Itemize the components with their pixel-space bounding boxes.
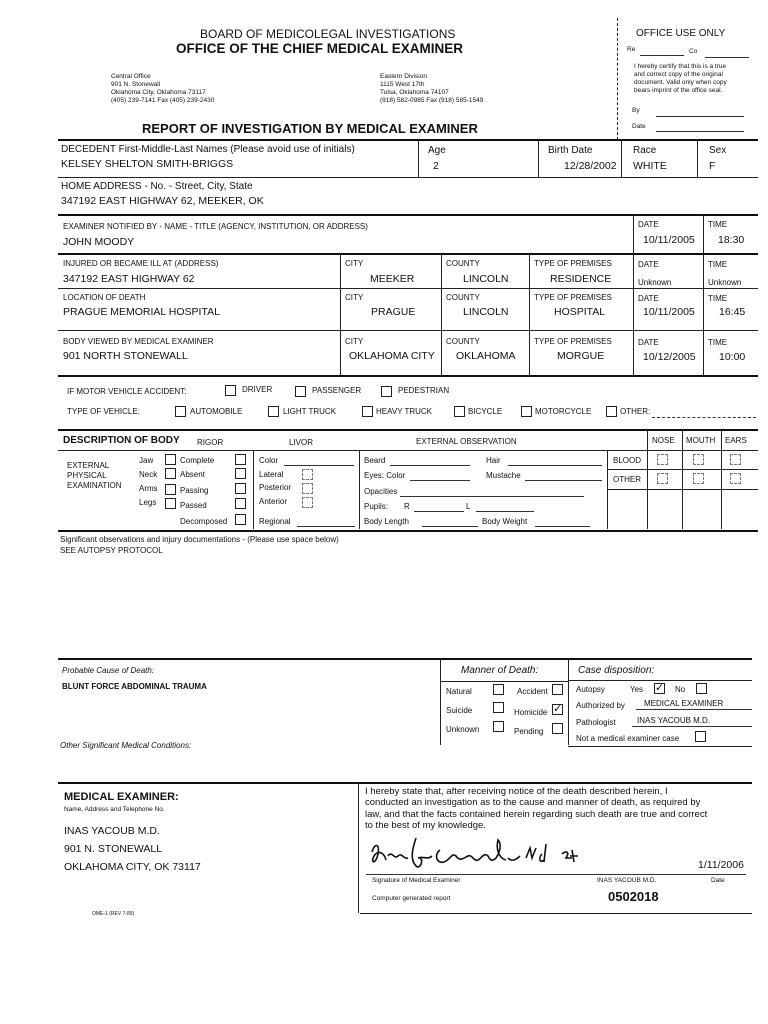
suicide-checkbox[interactable]: [493, 702, 504, 713]
passed-label: Passed: [180, 501, 207, 510]
case-number: 0502018: [608, 889, 659, 904]
signature-name: INAS YACOUB M.D.: [597, 877, 657, 884]
eastern-division-line-1: Eastern Division: [380, 73, 427, 80]
decedent-name: KELSEY SHELTON SMITH-BRIGGS: [61, 158, 234, 170]
notified-date-label: DATE: [638, 220, 659, 229]
office-title: OFFICE OF THE CHIEF MEDICAL EXAMINER: [176, 41, 464, 56]
manner-title: Manner of Death:: [461, 665, 539, 676]
other-mouth-checkbox[interactable]: [693, 473, 704, 484]
rule: [721, 430, 722, 529]
office-use-divider: [617, 18, 618, 140]
rule: [647, 430, 648, 529]
viewed-premises-label: TYPE OF PREMISES: [534, 337, 612, 346]
accident-label: Accident: [517, 687, 548, 696]
pedestrian-checkbox[interactable]: [381, 386, 392, 397]
jaw-label: Jaw: [139, 456, 154, 465]
rule: [58, 782, 752, 784]
death-city-value: PRAGUE: [371, 306, 416, 318]
driver-label: DRIVER: [242, 385, 273, 394]
regional-label: Regional: [259, 517, 291, 526]
sex-label: Sex: [709, 145, 727, 156]
viewed-county-value: OKLAHOMA: [456, 350, 516, 362]
injured-time-label: TIME: [708, 260, 728, 269]
pending-label: Pending: [514, 727, 544, 736]
body-weight-line: [535, 526, 590, 527]
regional-line: [297, 526, 355, 527]
rule: [58, 214, 758, 216]
injured-premises-value: RESIDENCE: [550, 273, 612, 285]
viewed-city-value: OKLAHOMA CITY: [349, 350, 435, 362]
rule: [58, 288, 758, 289]
viewed-label: BODY VIEWED BY MEDICAL EXAMINER: [63, 337, 214, 346]
beard-line: [390, 465, 470, 466]
rule: [58, 530, 758, 532]
livor-header: LIVOR: [289, 438, 314, 447]
homicide-checkbox[interactable]: [552, 704, 563, 715]
external-observation-header: EXTERNAL OBSERVATION: [416, 437, 517, 446]
automobile-label: AUTOMOBILE: [190, 407, 243, 416]
rule: [441, 254, 442, 375]
home-address-label: HOME ADDRESS - No. - Street, City, State: [61, 181, 253, 192]
death-location-value: PRAGUE MEMORIAL HOSPITAL: [63, 306, 220, 318]
decomposed-checkbox[interactable]: [235, 514, 246, 525]
anterior-checkbox[interactable]: [302, 497, 313, 508]
disposition-title: Case disposition:: [578, 665, 655, 676]
description-of-body-title: DESCRIPTION OF BODY: [63, 435, 180, 446]
passenger-label: PASSENGER: [312, 386, 362, 395]
death-county-label: COUNTY: [446, 293, 480, 302]
office-use-by-label: By: [632, 107, 640, 114]
rule: [58, 139, 758, 141]
blood-mouth-checkbox[interactable]: [693, 454, 704, 465]
other-ears-checkbox[interactable]: [730, 473, 741, 484]
color-line: [284, 465, 354, 466]
driver-checkbox[interactable]: [225, 385, 236, 396]
decomposed-label: Decomposed: [180, 517, 228, 526]
arms-label: Arms: [139, 484, 158, 493]
rule: [607, 489, 758, 490]
rigor-header: RIGOR: [197, 438, 224, 447]
authorized-by-label: Authorized by: [576, 701, 625, 710]
other-nose-checkbox[interactable]: [657, 473, 668, 484]
birth-date-label: Birth Date: [548, 145, 593, 156]
passenger-checkbox[interactable]: [295, 386, 306, 397]
blood-label: BLOOD: [613, 456, 642, 465]
viewed-time-label: TIME: [708, 338, 728, 347]
rule: [682, 430, 683, 529]
eyes-color-label: Eyes: Color: [364, 471, 406, 480]
death-date-value: 10/11/2005: [643, 306, 695, 318]
statement-line-4: to the best of my knowledge.: [365, 820, 486, 831]
injured-label: INJURED OR BECAME ILL AT (ADDRESS): [63, 259, 219, 268]
bicycle-label: BICYCLE: [468, 407, 503, 416]
death-premises-label: TYPE OF PREMISES: [534, 293, 612, 302]
motorcycle-label: MOTORCYCLE: [535, 407, 592, 416]
pupils-label: Pupils:: [364, 502, 389, 511]
external-label-3: EXAMINATION: [67, 481, 122, 490]
mva-label: IF MOTOR VEHICLE ACCIDENT:: [67, 387, 187, 396]
injured-time-value: Unknown: [708, 278, 742, 287]
authorized-by-value: MEDICAL EXAMINER: [644, 699, 724, 708]
other-vehicle-label: OTHER:: [620, 407, 651, 416]
natural-label: Natural: [446, 687, 472, 696]
injured-date-label: DATE: [638, 260, 659, 269]
injured-city-value: MEEKER: [370, 273, 415, 285]
rule: [440, 681, 568, 682]
homicide-label: Homicide: [514, 708, 548, 717]
central-office-line-4: (405) 239-7141 Fax (405) 239-2430: [111, 97, 215, 104]
rule: [607, 469, 758, 470]
opacities-line: [400, 496, 584, 497]
opacities-label: Opacities: [364, 487, 398, 496]
light-truck-label: LIGHT TRUCK: [283, 407, 337, 416]
statement-line-2: conducted an investigation as to the cause and manner of death, as required by: [365, 797, 701, 808]
rule: [607, 451, 608, 529]
death-time-value: 16:45: [719, 306, 746, 318]
other-conditions-label: Other Significant Medical Conditions:: [60, 741, 192, 750]
color-label: Color: [259, 456, 279, 465]
rule: [58, 429, 758, 431]
age-label: Age: [428, 145, 446, 156]
office-use-certify-3: document. Valid only when copy: [634, 79, 727, 86]
race-label: Race: [633, 145, 657, 156]
passed-checkbox[interactable]: [235, 498, 246, 509]
death-date-label: DATE: [638, 294, 659, 303]
injured-date-value: Unknown: [638, 278, 672, 287]
ears-header: EARS: [725, 436, 747, 445]
rule: [621, 140, 622, 177]
central-office-line-2: 901 N. Stonewall: [111, 81, 161, 88]
rule: [440, 659, 441, 745]
office-use-certify-4: bears imprint of the office seal.: [634, 87, 723, 94]
medical-examiner-title: MEDICAL EXAMINER:: [64, 791, 179, 803]
computer-generated-label: Computer generated report: [372, 895, 451, 902]
automobile-checkbox[interactable]: [175, 406, 186, 417]
injured-county-label: COUNTY: [446, 259, 480, 268]
rule: [697, 140, 698, 177]
beard-label: Beard: [364, 456, 386, 465]
rule: [568, 746, 752, 747]
notified-time-value: 18:30: [718, 234, 745, 246]
neck-label: Neck: [139, 470, 158, 479]
notified-value: JOHN MOODY: [63, 236, 135, 248]
examiner-line-3: OKLAHOMA CITY, OK 73117: [64, 861, 201, 873]
examiner-line-1: INAS YACOUB M.D.: [64, 825, 160, 837]
office-use-date-line: [656, 131, 744, 132]
office-use-co-label: Co: [689, 48, 698, 55]
neck-checkbox[interactable]: [165, 468, 176, 479]
office-use-co-line: [705, 57, 749, 58]
viewed-date-label: DATE: [638, 338, 659, 347]
autopsy-yes-label: Yes: [630, 685, 644, 694]
rule: [633, 215, 634, 254]
viewed-premises-value: MORGUE: [557, 350, 605, 362]
mustache-line: [525, 480, 602, 481]
rule: [58, 253, 758, 255]
mouth-header: MOUTH: [686, 436, 716, 445]
jaw-checkbox[interactable]: [165, 454, 176, 465]
rule: [58, 330, 758, 331]
rule: [703, 254, 704, 375]
unknown-checkbox[interactable]: [493, 721, 504, 732]
office-use-by-line: [656, 116, 744, 117]
light-truck-checkbox[interactable]: [268, 406, 279, 417]
complete-checkbox[interactable]: [235, 454, 246, 465]
mustache-label: Mustache: [486, 471, 521, 480]
pathologist-value: INAS YACOUB M.D.: [637, 716, 711, 725]
pupil-l-line: [476, 511, 534, 512]
office-use-title: OFFICE USE ONLY: [636, 28, 726, 39]
nose-header: NOSE: [652, 436, 675, 445]
rule: [633, 254, 634, 375]
observations-value: SEE AUTOPSY PROTOCOL: [60, 546, 163, 555]
pedestrian-label: PEDESTRIAN: [398, 386, 450, 395]
unknown-label: Unknown: [446, 725, 480, 734]
signature-label: Signature of Medical Examiner: [372, 877, 461, 884]
office-use-re-line: [640, 55, 684, 56]
absent-label: Absent: [180, 470, 205, 479]
rule: [358, 783, 359, 913]
autopsy-no-label: No: [675, 685, 686, 694]
observations-label: Significant observations and injury documentations - (Please use space below): [60, 535, 339, 544]
posterior-checkbox[interactable]: [302, 483, 313, 494]
injured-premises-label: TYPE OF PREMISES: [534, 259, 612, 268]
other-vehicle-checkbox[interactable]: [606, 406, 617, 417]
sex-value: F: [709, 160, 716, 172]
rule: [340, 254, 341, 375]
other-sample-label: OTHER: [613, 475, 641, 484]
statement-line-3: law, and that the facts contained herein regarding such death are true and correct: [365, 809, 708, 820]
accident-checkbox[interactable]: [552, 684, 563, 695]
death-time-label: TIME: [708, 294, 728, 303]
office-use-certify-1: I hereby certify that this is a true: [634, 63, 727, 70]
office-use-re-label: Re: [627, 46, 636, 53]
medical-examiner-sub: Name, Address and Telephone No.: [64, 806, 165, 813]
passing-label: Passing: [180, 486, 209, 495]
statement-line-1: I hereby state that, after receiving notice of the death described herein, I: [365, 786, 668, 797]
central-office-line-1: Central Office: [111, 73, 151, 80]
report-title: REPORT OF INVESTIGATION BY MEDICAL EXAMINER: [142, 121, 478, 136]
viewed-value: 901 NORTH STONEWALL: [63, 350, 188, 362]
blood-ears-checkbox[interactable]: [730, 454, 741, 465]
autopsy-yes-checkbox[interactable]: [654, 683, 665, 694]
pathologist-line: [632, 726, 752, 727]
suicide-label: Suicide: [446, 706, 473, 715]
arms-checkbox[interactable]: [165, 484, 176, 495]
other-vehicle-line: [652, 417, 756, 418]
form-number: OME-1 (REV 7-89): [92, 911, 135, 917]
not-me-case-checkbox[interactable]: [695, 731, 706, 742]
bicycle-checkbox[interactable]: [454, 406, 465, 417]
pupil-r-line: [414, 511, 464, 512]
rule: [58, 450, 758, 451]
death-premises-value: HOSPITAL: [554, 306, 606, 318]
viewed-time-value: 10:00: [719, 351, 746, 363]
rule: [703, 215, 704, 254]
probable-cause-label: Probable Cause of Death:: [62, 666, 155, 675]
rule: [538, 140, 539, 177]
heavy-truck-checkbox[interactable]: [362, 406, 373, 417]
injured-city-label: CITY: [345, 259, 364, 268]
viewed-city-label: CITY: [345, 337, 364, 346]
death-city-label: CITY: [345, 293, 364, 302]
external-label-1: EXTERNAL: [67, 461, 110, 470]
hair-label: Hair: [486, 456, 501, 465]
rule: [360, 913, 752, 914]
eastern-division-line-3: Tulsa, Oklahoma 74107: [380, 89, 449, 96]
legs-checkbox[interactable]: [165, 498, 176, 509]
central-office-line-3: Oklahoma City, Oklahoma 73117: [111, 89, 206, 96]
board-title: BOARD OF MEDICOLEGAL INVESTIGATIONS: [200, 27, 456, 41]
autopsy-label: Autopsy: [576, 685, 605, 694]
eyes-color-line: [410, 480, 470, 481]
posterior-label: Posterior: [259, 483, 292, 492]
signature-line: [366, 874, 746, 875]
signature-date-label: Date: [711, 877, 725, 884]
rule: [58, 177, 758, 178]
pending-checkbox[interactable]: [552, 723, 563, 734]
lateral-checkbox[interactable]: [302, 469, 313, 480]
legs-label: Legs: [139, 498, 157, 507]
office-use-date-label: Date: [632, 123, 646, 130]
passing-checkbox[interactable]: [235, 483, 246, 494]
notified-time-label: TIME: [708, 220, 728, 229]
external-label-2: PHYSICAL: [67, 471, 107, 480]
body-weight-label: Body Weight: [482, 517, 528, 526]
injured-value: 347192 EAST HIGHWAY 62: [63, 273, 195, 285]
pupil-l-label: L: [466, 502, 471, 511]
rule: [529, 254, 530, 375]
probable-cause-value: BLUNT FORCE ABDOMINAL TRAUMA: [62, 682, 207, 691]
examiner-signature: [366, 830, 586, 878]
death-county-value: LINCOLN: [463, 306, 509, 318]
home-address-value: 347192 EAST HIGHWAY 62, MEEKER, OK: [61, 195, 264, 207]
viewed-date-value: 10/12/2005: [643, 351, 696, 363]
office-use-certify-2: and correct copy of the original: [634, 71, 723, 78]
rule: [418, 140, 419, 177]
body-length-label: Body Length: [364, 517, 409, 526]
motorcycle-checkbox[interactable]: [521, 406, 532, 417]
rule: [253, 451, 254, 529]
body-length-line: [422, 526, 478, 527]
death-location-label: LOCATION OF DEATH: [63, 293, 146, 302]
complete-label: Complete: [180, 456, 215, 465]
eastern-division-line-2: 1115 West 17th: [380, 81, 425, 88]
not-me-case-label: Not a medical examiner case: [576, 734, 680, 743]
injured-county-value: LINCOLN: [463, 273, 509, 285]
natural-checkbox[interactable]: [493, 684, 504, 695]
race-value: WHITE: [633, 160, 667, 172]
pupil-r-label: R: [404, 502, 410, 511]
hair-line: [508, 465, 602, 466]
birth-date-value: 12/28/2002: [564, 160, 617, 172]
eastern-division-line-4: (918) 582-0985 Fax (918) 585-1549: [380, 97, 484, 104]
vehicle-type-label: TYPE OF VEHICLE:: [67, 407, 140, 416]
notified-label: EXAMINER NOTIFIED BY - NAME - TITLE (AGENCY, INSTITUTION, OR ADDRESS): [63, 222, 368, 231]
rule: [359, 451, 360, 529]
signature-date-value: 1/11/2006: [698, 859, 744, 871]
heavy-truck-label: HEAVY TRUCK: [376, 407, 433, 416]
anterior-label: Anterior: [259, 497, 288, 506]
examiner-line-2: 901 N. STONEWALL: [64, 843, 163, 855]
age-value: 2: [433, 160, 439, 172]
autopsy-no-checkbox[interactable]: [696, 683, 707, 694]
rule: [58, 658, 752, 660]
authorized-by-line: [636, 709, 752, 710]
lateral-label: Lateral: [259, 470, 284, 479]
pathologist-label: Pathologist: [576, 718, 616, 727]
viewed-county-label: COUNTY: [446, 337, 480, 346]
absent-checkbox[interactable]: [235, 468, 246, 479]
blood-nose-checkbox[interactable]: [657, 454, 668, 465]
rule: [58, 375, 758, 377]
notified-date-value: 10/11/2005: [643, 234, 695, 246]
rule: [568, 659, 569, 745]
decedent-label: DECEDENT First-Middle-Last Names (Please avoid use of initials): [61, 144, 355, 155]
